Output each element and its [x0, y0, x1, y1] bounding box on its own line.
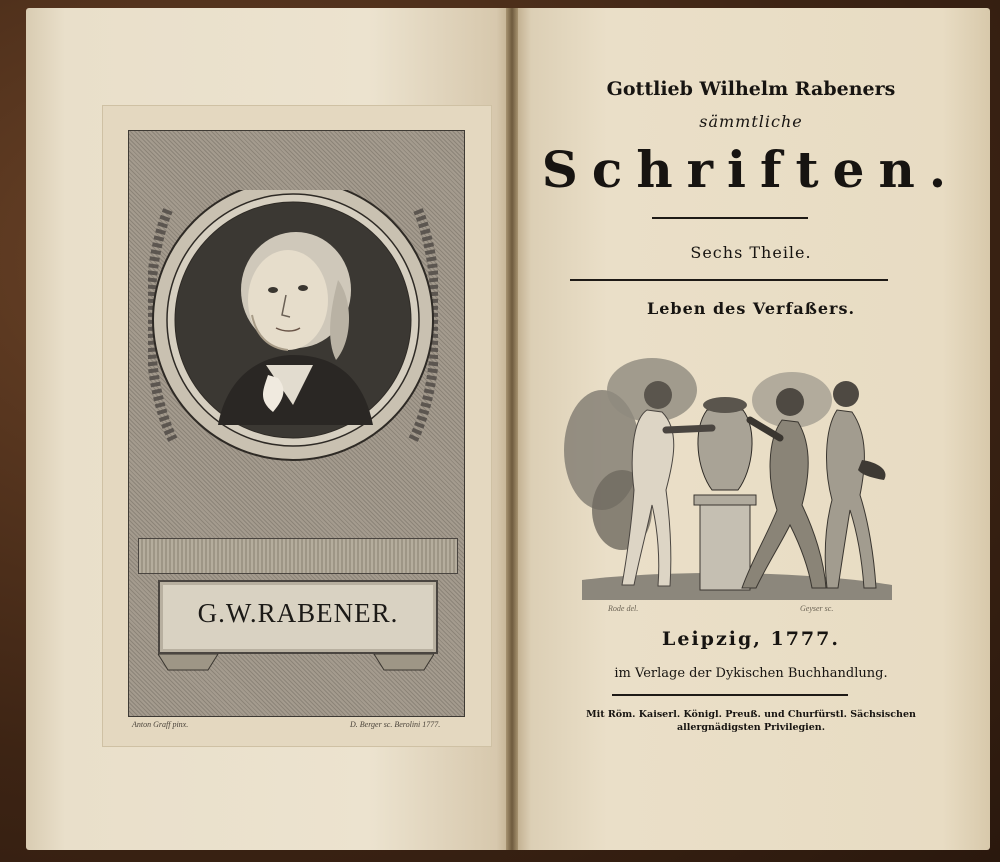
pedestal-feet: [158, 654, 434, 678]
engraving-credit-left: Anton Graff pinx.: [132, 720, 189, 729]
subtitle: sämmtliche: [699, 112, 803, 131]
engraved-portrait-icon: [148, 190, 438, 480]
volumes-line: Sechs Theile.: [690, 243, 812, 262]
vignette-credit-right: Geyser sc.: [800, 604, 834, 613]
privilege-notice: [512, 708, 990, 734]
section-title: Leben des Verfaßers.: [646, 299, 856, 318]
imprint-rule: [612, 694, 848, 696]
engraving-credit-right: D. Berger sc. Berolini 1777.: [350, 720, 441, 729]
portrait-name: G.W.RABENER.: [197, 598, 399, 628]
book-title: Schriften.: [541, 140, 961, 199]
vignette-credit-left: Rode del.: [608, 604, 639, 613]
title-rule: [652, 217, 808, 219]
satyr-vignette-icon: [562, 350, 902, 620]
section-rule: [570, 279, 888, 281]
privilege-line-2: allergnädigsten Privilegien.: [676, 722, 826, 733]
place-date: Leipzig, 1777.: [662, 628, 840, 650]
portrait-nameplate: [158, 580, 438, 654]
publisher-line: im Verlage der Dykischen Buchhandlung.: [614, 666, 888, 681]
pedestal-cornice: [138, 538, 458, 574]
author-line: Gottlieb Wilhelm Rabeners: [606, 78, 896, 100]
privilege-line-1: Mit Röm. Kaiserl. Königl. Preuß. und Churfürstl. Sächsischen: [586, 709, 916, 720]
